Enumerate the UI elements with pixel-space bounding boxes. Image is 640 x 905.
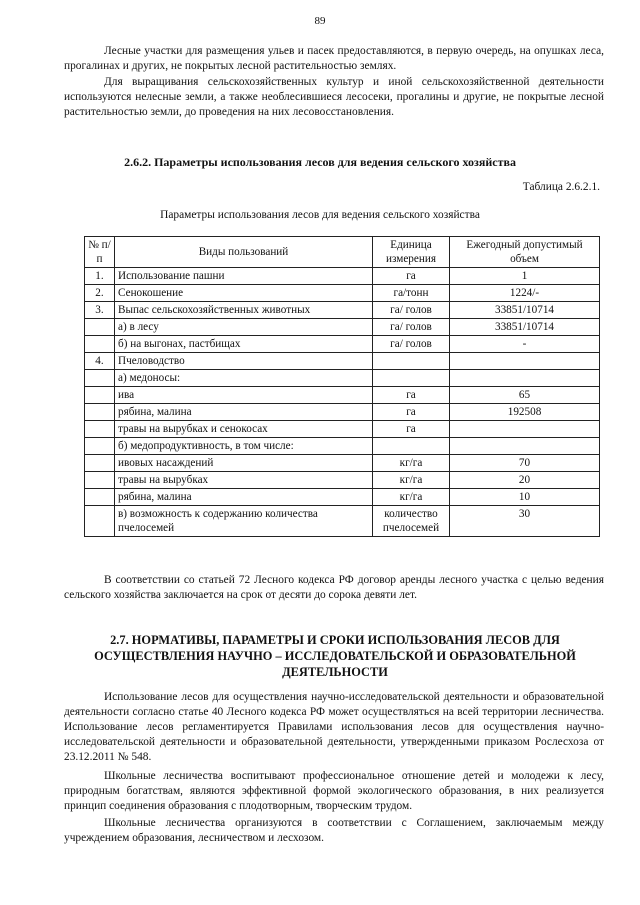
row-kind: в) возможность к содержанию количества пчелосемей xyxy=(115,506,373,537)
row-num xyxy=(85,370,115,387)
table-row xyxy=(85,455,600,472)
section-27-paragraph-1 xyxy=(64,690,604,765)
row-volume: 192508 xyxy=(450,404,600,421)
row-volume: 70 xyxy=(450,455,600,472)
table-row xyxy=(85,353,600,370)
row-kind: Сенокошение xyxy=(115,285,373,302)
table-row xyxy=(85,404,600,421)
row-volume xyxy=(450,421,600,438)
params-table xyxy=(84,236,600,537)
row-num xyxy=(85,455,115,472)
table-row xyxy=(85,336,600,353)
row-kind: а) в лесу xyxy=(115,319,373,336)
row-volume: 33851/10714 xyxy=(450,302,600,319)
row-unit: количество пчелосемей xyxy=(373,506,450,537)
section-27-paragraph-3-text: Школьные лесничества организуются в соответствии с Соглашением, заключаемым между учреждением образования, лесничеством и лесхозом. xyxy=(64,817,604,844)
row-kind: травы на вырубках xyxy=(115,472,373,489)
row-unit: га xyxy=(373,404,450,421)
row-unit: кг/га xyxy=(373,489,450,506)
section-262-title: 2.6.2. Параметры использования лесов для ведения сельского хозяйства xyxy=(124,155,516,169)
row-unit: кг/га xyxy=(373,455,450,472)
row-kind: б) на выгонах, пастбищах xyxy=(115,336,373,353)
row-unit: га xyxy=(373,421,450,438)
row-volume: 1224/- xyxy=(450,285,600,302)
row-unit xyxy=(373,370,450,387)
row-unit xyxy=(373,438,450,455)
row-volume: 10 xyxy=(450,489,600,506)
row-kind: б) медопродуктивность, в том числе: xyxy=(115,438,373,455)
table-row xyxy=(85,302,600,319)
row-num xyxy=(85,421,115,438)
row-num: 2. xyxy=(85,285,115,302)
row-num xyxy=(85,489,115,506)
after-table-text: В соответствии со статьей 72 Лесного кодекса РФ договор аренды лесного участка с целью ведения сельского хозяйства заключается на срок от десяти до сорока девяти лет. xyxy=(64,574,604,601)
row-num: 4. xyxy=(85,353,115,370)
row-unit: кг/га xyxy=(373,472,450,489)
section-27-paragraph-2 xyxy=(64,769,604,814)
row-num: 3. xyxy=(85,302,115,319)
table-row xyxy=(85,472,600,489)
table-row xyxy=(85,285,600,302)
after-table-paragraph xyxy=(64,573,604,603)
row-unit: га/ голов xyxy=(373,302,450,319)
row-num xyxy=(85,438,115,455)
table-caption: Параметры использования лесов для ведения сельского хозяйства xyxy=(160,209,480,221)
row-volume: - xyxy=(450,336,600,353)
row-volume: 33851/10714 xyxy=(450,319,600,336)
section-27-paragraph-2-text: Школьные лесничества воспитывают профессиональное отношение детей и молодежи к лесу, природным богатствам, являются эффективной формой экологического образования, в них реализуется принцип соединения образования с плодотворным, творческим трудом. xyxy=(64,770,604,812)
row-kind: ива xyxy=(115,387,373,404)
intro-paragraph-2-text: Для выращивания сельскохозяйственных культур и иной сельскохозяйственной деятельности используются нелесные земли, а также необлесившиеся лесосеки, прогалины и другие, не покрытые лесной растительностью земли, до проведения на них лесовосстановления. xyxy=(64,76,604,118)
row-kind: Пчеловодство xyxy=(115,353,373,370)
row-kind: рябина, малина xyxy=(115,489,373,506)
row-unit: га/ голов xyxy=(373,319,450,336)
section-27-title: 2.7. НОРМАТИВЫ, ПАРАМЕТРЫ И СРОКИ ИСПОЛЬЗОВАНИЯ ЛЕСОВ ДЛЯ ОСУЩЕСТВЛЕНИЯ НАУЧНО – ИССЛЕДОВАТЕЛЬСКОЙ И ОБРАЗОВАТЕЛЬНОЙ ДЕЯТЕЛЬНОСТИ xyxy=(94,633,576,679)
row-kind: Использование пашни xyxy=(115,268,373,285)
row-num xyxy=(85,472,115,489)
row-num: 1. xyxy=(85,268,115,285)
row-kind: а) медоносы: xyxy=(115,370,373,387)
row-unit: га xyxy=(373,387,450,404)
row-volume xyxy=(450,353,600,370)
row-unit: га/ голов xyxy=(373,336,450,353)
row-unit: га xyxy=(373,268,450,285)
intro-paragraph-2 xyxy=(64,75,604,120)
section-27-paragraph-1-text: Использование лесов для осуществления научно-исследовательской деятельности и образовательной деятельности согласно статье 40 Лесного кодекса РФ может осуществляться на всей территории лесничества. Использование лесов регламентируется Правилами использования лесов для осуществления научно-исследовательской деятельности и образовательной деятельности, утвержденными приказом Рослесхоза от 23.12.2011 № 548. xyxy=(64,691,604,763)
header-unit: Единица измерения xyxy=(373,237,450,268)
row-volume: 30 xyxy=(450,506,600,537)
row-volume xyxy=(450,370,600,387)
intro-paragraph-1-text: Лесные участки для размещения ульев и пасек предоставляются, в первую очередь, на опушках леса, прогалинах и других, не покрытых лесной растительностью землях. xyxy=(64,45,604,72)
page-number: 89 xyxy=(314,15,326,27)
row-kind: ивовых насаждений xyxy=(115,455,373,472)
row-volume: 65 xyxy=(450,387,600,404)
row-num xyxy=(85,319,115,336)
table-row xyxy=(85,370,600,387)
row-unit xyxy=(373,353,450,370)
header-volume: Ежегодный допустимый объем xyxy=(450,237,600,268)
row-num xyxy=(85,387,115,404)
table-row xyxy=(85,438,600,455)
row-kind: Выпас сельскохозяйственных животных xyxy=(115,302,373,319)
row-kind: травы на вырубках и сенокосах xyxy=(115,421,373,438)
intro-paragraph-1 xyxy=(64,44,604,74)
row-num xyxy=(85,404,115,421)
table-row xyxy=(85,421,600,438)
row-unit: га/тонн xyxy=(373,285,450,302)
table-row xyxy=(85,268,600,285)
table-row xyxy=(85,319,600,336)
section-27-paragraph-3 xyxy=(64,816,604,846)
header-num: № п/п xyxy=(85,237,115,268)
row-volume: 20 xyxy=(450,472,600,489)
table-header-row xyxy=(85,237,600,268)
header-kind: Виды пользований xyxy=(115,237,373,268)
row-volume: 1 xyxy=(450,268,600,285)
table-row xyxy=(85,489,600,506)
table-row xyxy=(85,506,600,537)
row-volume xyxy=(450,438,600,455)
row-num xyxy=(85,506,115,537)
table-row xyxy=(85,387,600,404)
row-kind: рябина, малина xyxy=(115,404,373,421)
row-num xyxy=(85,336,115,353)
table-number: Таблица 2.6.2.1. xyxy=(522,181,600,193)
